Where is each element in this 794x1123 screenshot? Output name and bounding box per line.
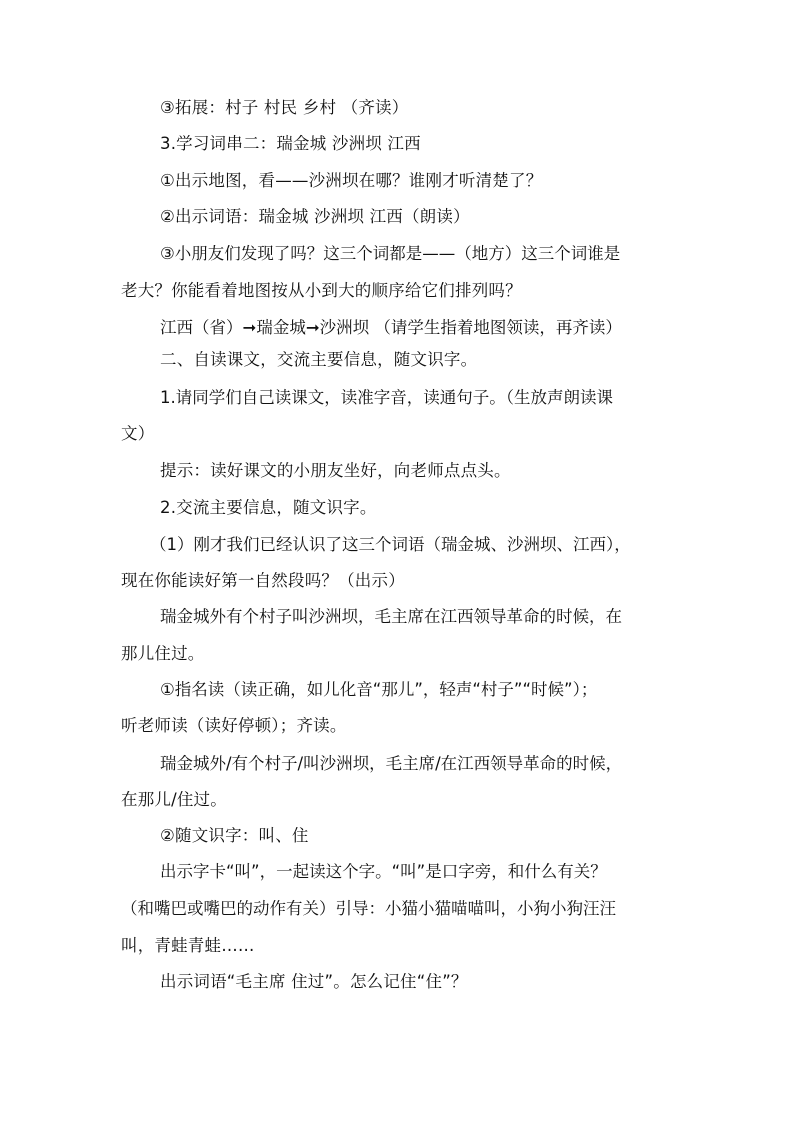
text-line: 2.交流主要信息，随文识字。 — [160, 498, 377, 517]
text-line: 听老师读（读好停顿）；齐读。 — [121, 716, 347, 735]
text-line: 那儿住过。 — [121, 644, 205, 663]
text-line: ③拓展：村子 村民 乡村 （齐读） — [160, 98, 409, 117]
text-line: 瑞金城外有个村子叫沙洲坝，毛主席在江西领导革命的时候，在 — [160, 607, 622, 626]
text-line: 3.学习词串二：瑞金城 沙洲坝 江西 — [160, 134, 421, 153]
text-line: 现在你能读好第一自然段吗？（出示） — [121, 571, 405, 590]
text-line: 出示字卡“叫”，一起读这个字。“叫”是口字旁，和什么有关？ — [160, 862, 607, 881]
text-line: ①出示地图，看——沙洲坝在哪？谁刚才听清楚了？ — [160, 171, 543, 190]
text-line: 1.请同学们自己读课文，读准字音，读通句子。（生放声朗读课 — [160, 388, 613, 407]
text-line: 二、自读课文，交流主要信息，随文识字。 — [160, 350, 478, 369]
text-line: 文） — [121, 424, 155, 443]
text-line: ①指名读（读正确，如儿化音“那儿”，轻声“村子”“时候”）； — [160, 680, 598, 699]
text-line: ②出示词语：瑞金城 沙洲坝 江西（朗读） — [160, 207, 470, 226]
text-line: 在那儿/住过。 — [121, 790, 227, 809]
text-line: 老大？你能看着地图按从小到大的顺序给它们排列吗？ — [121, 281, 522, 300]
text-line: ②随文识字：叫、住 — [160, 826, 309, 845]
text-line: （和嘴巴或嘴巴的动作有关）引导：小猫小猫喵喵叫，小狗小狗汪汪 — [121, 899, 616, 918]
text-line: 江西（省）➞瑞金城➞沙洲坝 （请学生指着地图领读，再齐读） — [160, 318, 622, 337]
text-line: （1）刚才我们已经认识了这三个词语（瑞金城、沙洲坝、江西）， — [150, 535, 631, 554]
text-line: 出示词语“毛主席 住过”。怎么记住“住”？ — [160, 972, 468, 991]
text-line: ③小朋友们发现了吗？这三个词都是——（地方）这三个词谁是 — [160, 244, 621, 263]
text-line: 瑞金城外/有个村子/叫沙洲坝，毛主席/在江西领导革命的时候， — [160, 754, 623, 773]
text-line: 提示：读好课文的小朋友坐好，向老师点点头。 — [160, 461, 511, 480]
text-line: 叫，青蛙青蛙…… — [121, 936, 255, 955]
